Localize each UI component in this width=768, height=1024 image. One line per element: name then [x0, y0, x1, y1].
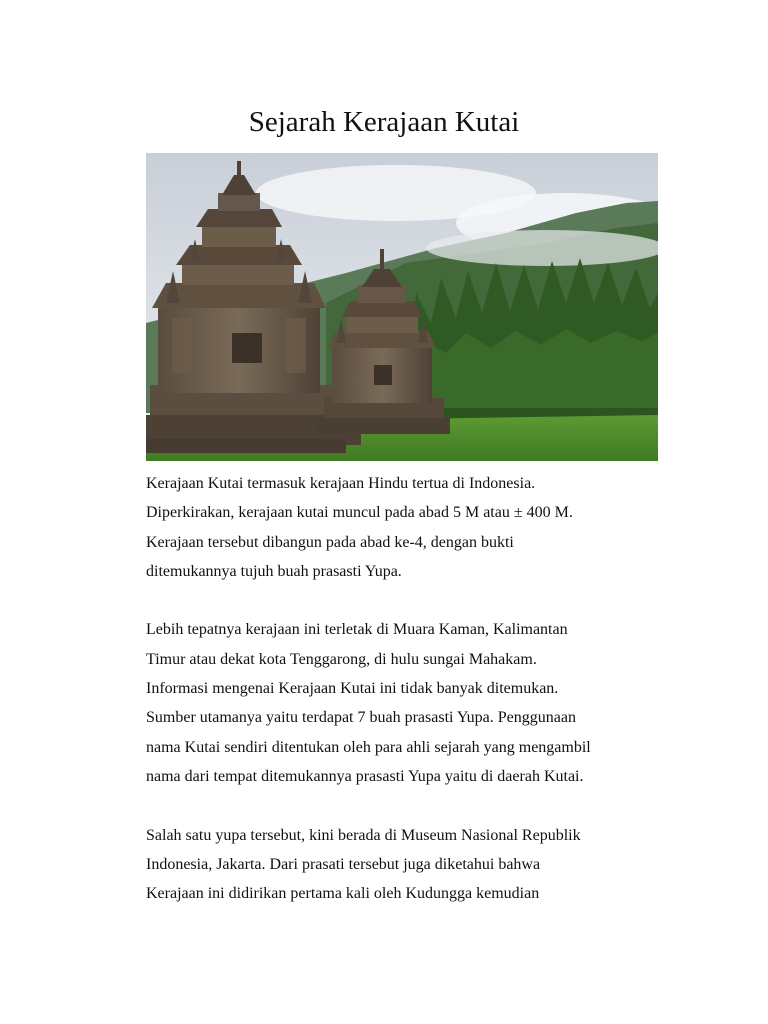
text-line: Informasi mengenai Kerajaan Kutai ini tidak banyak ditemukan.: [146, 680, 559, 698]
text-line: Kerajaan ini didirikan pertama kali oleh Kudungga kemudian: [146, 885, 540, 903]
text-line: Salah satu yupa tersebut, kini berada di Museum Nasional Republik: [146, 826, 581, 844]
text-line: nama dari tempat ditemukannya prasasti Yupa yaitu di daerah Kutai.: [146, 767, 584, 785]
text-line: nama Kutai sendiri ditentukan oleh para ahli sejarah yang mengambil: [146, 738, 591, 756]
paragraph-1: [146, 469, 666, 586]
text-line: Timur atau dekat kota Tenggarong, di hulu sungai Mahakam.: [146, 650, 537, 668]
paragraph-3: [146, 821, 666, 909]
text-line: Diperkirakan, kerajaan kutai muncul pada abad 5 M atau ± 400 M.: [146, 504, 573, 522]
temple-illustration: [146, 153, 658, 461]
temple-photo: [146, 153, 658, 461]
text-line: Lebih tepatnya kerajaan ini terletak di Muara Kaman, Kalimantan: [146, 621, 568, 639]
text-line: Kerajaan tersebut dibangun pada abad ke-4, dengan bukti: [146, 533, 514, 551]
paragraph-2: [146, 615, 666, 791]
text-line: Sumber utamanya yaitu terdapat 7 buah prasasti Yupa. Penggunaan: [146, 709, 576, 727]
page-title: Sejarah Kerajaan Kutai: [248, 106, 520, 138]
text-line: Kerajaan Kutai termasuk kerajaan Hindu tertua di Indonesia.: [146, 475, 536, 492]
article-body: [146, 469, 666, 938]
text-line: ditemukannya tujuh buah prasasti Yupa.: [146, 562, 402, 580]
text-line: Indonesia, Jakarta. Dari prasati tersebut juga diketahui bahwa: [146, 855, 541, 873]
